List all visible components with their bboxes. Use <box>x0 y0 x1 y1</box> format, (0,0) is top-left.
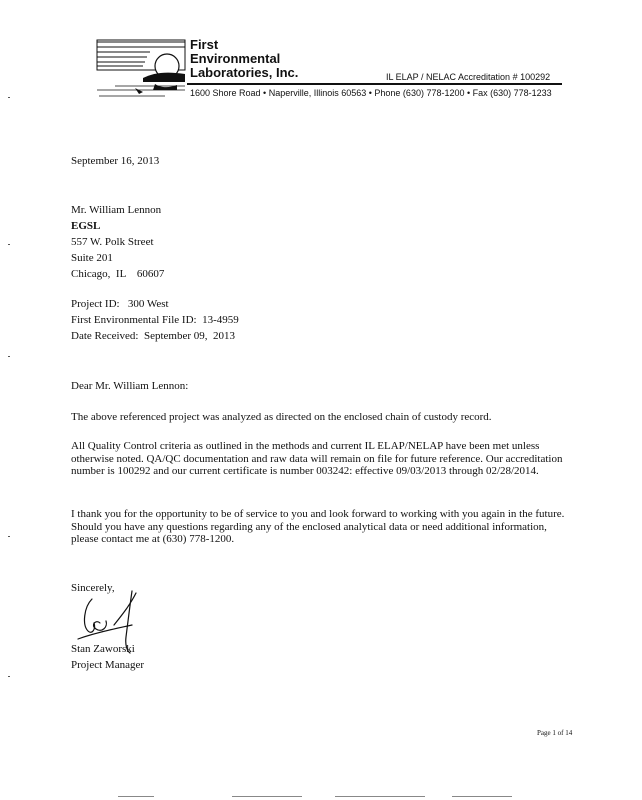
body-paragraph: All Quality Control criteria as outlined in the methods and current IL ELAP/NELAP have been met unless otherwise noted. QA/QC documentation and raw data will remain on file for future reference. Our accreditation number is 100292 and our current certificate is number 003242: effective 09/03/2013 through 02/28/2014. <box>71 440 563 477</box>
signer-name: Stan Zaworski <box>71 643 135 655</box>
edge-mark <box>8 97 10 98</box>
header-rule <box>187 83 562 85</box>
edge-mark <box>8 244 10 245</box>
closing: Sincerely, <box>71 582 115 594</box>
salutation: Dear Mr. William Lennon: <box>71 380 189 392</box>
company-logo <box>95 38 187 104</box>
edge-mark <box>8 536 10 537</box>
recipient-company: EGSL <box>71 220 101 232</box>
footer-rule <box>232 796 302 797</box>
recipient-block <box>71 202 164 282</box>
company-name-line: First <box>190 37 219 52</box>
signer-block <box>71 641 144 673</box>
company-name-line: Environmental <box>190 51 281 66</box>
recipient-city: Chicago, IL 60607 <box>71 268 165 280</box>
footer-rule <box>452 796 512 797</box>
date-received: Date Received: September 09, 2013 <box>71 330 236 342</box>
body-paragraph: The above referenced project was analyzed as directed on the enclosed chain of custody record. <box>71 411 492 423</box>
signer-title: Project Manager <box>71 659 144 671</box>
body-paragraph: I thank you for the opportunity to be of service to you and look forward to working with you again in the future. Should you have any questions regarding any of the enclosed analytical data or need additional information, please contact me at (630) 778-1200. <box>71 508 565 545</box>
company-address: 1600 Shore Road • Naperville, Illinois 60563 • Phone (630) 778-1200 • Fax (630) 778-1233 <box>190 88 552 98</box>
company-name-line: Laboratories, Inc. <box>190 65 299 80</box>
project-id: Project ID: 300 West <box>71 298 169 310</box>
recipient-street: 557 W. Polk Street <box>71 236 154 248</box>
edge-mark <box>8 356 10 357</box>
footer-rule <box>118 796 154 797</box>
file-id: First Environmental File ID: 13-4959 <box>71 314 239 326</box>
edge-mark <box>8 676 10 677</box>
letter-date: September 16, 2013 <box>71 155 160 167</box>
recipient-suite: Suite 201 <box>71 252 113 264</box>
footer-rule <box>335 796 425 797</box>
company-name <box>190 38 298 80</box>
project-info <box>71 296 239 344</box>
recipient-name: Mr. William Lennon <box>71 204 162 216</box>
page-number: Page 1 of 14 <box>537 729 573 737</box>
accreditation-number: IL ELAP / NELAC Accreditation # 100292 <box>386 72 551 82</box>
